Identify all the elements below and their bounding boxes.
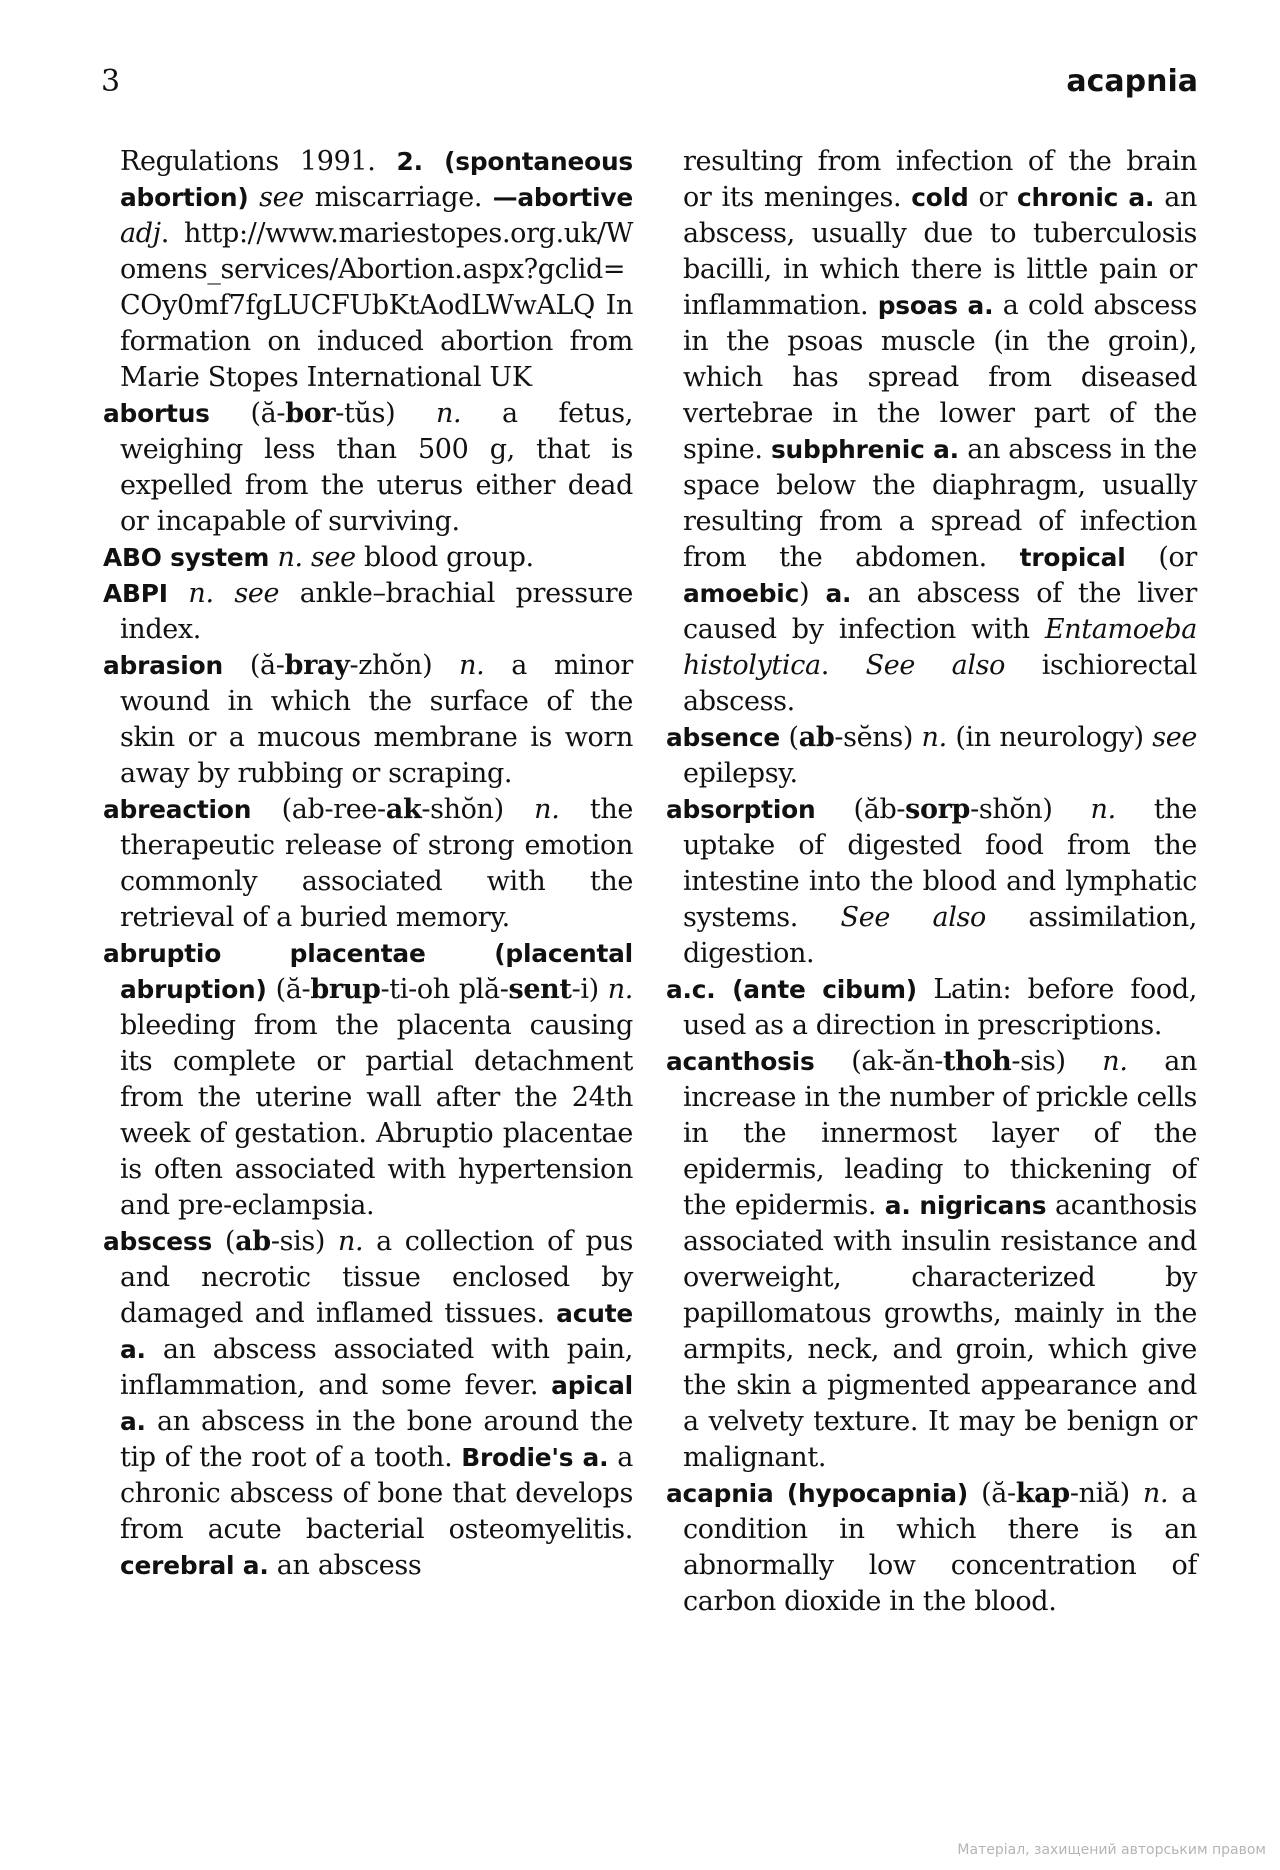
pronunciation: (ă-kap-niă) [968,1478,1143,1509]
entry-abortion-continued [103,144,633,396]
headword: absence [666,723,780,752]
entry-acanthosis [666,1044,1197,1476]
definition: a condition in which there is an abnormally low concentration of carbon dioxide in the blood. [683,1478,1198,1617]
headword: ABPI [103,579,168,608]
entry-abo-system [103,540,633,576]
definition: Latin: before food, used as a direction in prescriptions. [683,974,1197,1041]
headword: abruptio placentae (placental abruption) [103,939,633,1004]
subentry-term: cerebral a. [120,1551,269,1580]
left-column [103,144,633,1584]
definition: assimilation, digestion. [683,902,1197,969]
subentry-term: a. [825,579,852,608]
definition: bleeding from the placenta causing its complete or partial detachment from the uterine wall after the 24th week of gestation. Abruptio placentae is often associated with hypertension and pre-eclampsia. [120,1010,633,1221]
headword: acanthosis [666,1047,815,1076]
page-number: 3 [101,64,121,99]
pronunciation: (ab-ree-ak-shŏn) [251,794,535,825]
subentry-definition: a cold abscess in the psoas muscle (in the groin), which has spread from diseased vertebrae in the lower part of the spine. [683,290,1197,465]
headword: acapnia (hypocapnia) [666,1479,968,1508]
text: ) [799,578,826,609]
cross-ref-see-also: See also [865,650,1006,681]
copyright-watermark: Матеріал, захищений авторським правом [957,1842,1266,1858]
derived-term: —abortive [492,183,633,212]
pronunciation: (ă-bor-tŭs) [209,398,436,429]
cross-ref-see-also: See also [840,902,986,933]
pronunciation: (ak-ăn-thoh-sis) [814,1046,1103,1077]
subentry-term: subphrenic a. [770,435,959,464]
subentry-term: tropical [1019,543,1126,572]
definition: a collection of pus and necrotic tissue enclosed by damaged and inflamed tissues. [120,1226,633,1329]
entry-abreaction [103,792,633,936]
subentry-definition: an abscess [268,1550,422,1581]
subentry-definition: an abscess of the liver caused by infection with [683,578,1197,645]
entry-abpi [103,576,633,648]
headword: abreaction [103,795,252,824]
text: (or [1125,542,1197,573]
subentry-term: amoebic [683,579,800,608]
definition: an increase in the number of prickle cells in the innermost layer of the epidermis, leading to thickening of the epidermis. [683,1046,1197,1221]
entry-abscess-continued [666,144,1197,720]
cross-ref-see: see [1152,722,1197,753]
definition: a minor wound in which the surface of the skin or a mucous membrane is worn away by rubbing or scraping. [120,650,633,789]
definition: (in neurology) [946,722,1153,753]
definition: a fetus, weighing less than 500 g, that is expelled from the uterus either dead or incapable of surviving. [120,398,633,537]
headword: abortus [103,399,210,428]
definition: epilepsy. [683,758,798,789]
subentry-definition: a chronic abscess of bone that develops from acute bacterial osteomyelitis. [120,1442,633,1545]
text: Regulations 1991. [120,146,397,177]
definition: blood group. [355,542,534,573]
text: ischiorectal abscess. [683,650,1198,717]
running-head: acapnia [1066,64,1198,99]
part-of-speech: n. [1090,794,1116,825]
subentry-term: cold [911,183,969,212]
entry-abrasion [103,648,633,792]
entry-abortus [103,396,633,540]
part-of-speech: n. [1142,1478,1169,1509]
subentry-term: apical a. [120,1371,633,1436]
headword: ABO system [103,543,270,572]
cross-ref-see: see [259,182,304,213]
headword: absorption [666,795,816,824]
subentry-term: chronic a. [1017,183,1155,212]
headword: a.c. (ante cibum) [666,975,917,1004]
pronunciation: (ăb-sorp-shŏn) [815,794,1091,825]
text: or [968,182,1017,213]
part-of-speech: n. [1102,1046,1128,1077]
entry-ac [666,972,1197,1044]
entry-acapnia [666,1476,1197,1620]
pronunciation: (ă-brup-ti-oh plă-sent-i) [266,974,608,1005]
text: resulting from infection of the brain or its meninges. [683,146,1197,213]
definition: the therapeutic release of strong emotion commonly associated with the retrieval of a buried memory. [120,794,633,933]
subentry-definition: an abscess associated with pain, inflammation, and some fever. [120,1334,633,1401]
subentry-definition: acanthosis associated with insulin resistance and overweight, characterized by papillomatous growths, mainly in the armpits, neck, and groin, which give the skin a pigmented appearance and a velvety texture. It may be benign or malignant. [683,1190,1197,1473]
part-of-speech: n. [459,650,485,681]
part-of-speech: n. [435,398,462,429]
text: miscarriage. [303,182,493,213]
subentry-term: acute a. [120,1299,633,1364]
subentry-definition: an abscess, usually due to tuberculosis bacilli, in which there is little pain or inflammation. [683,182,1197,321]
subentry-definition: an abscess in the bone around the tip of the root of a tooth. [120,1406,633,1473]
entry-abruptio-placentae [103,936,633,1224]
cross-ref-see: see [310,542,356,573]
subentry-definition: an abscess in the space below the diaphragm, usually resulting from a spread of infection from the abdomen. [683,434,1198,573]
definition: the uptake of digested food from the intestine into the blood and lymphatic systems. [683,794,1198,933]
part-of-speech: n. [167,578,235,609]
text: . [820,650,866,681]
part-of-speech: n. [534,794,560,825]
pronunciation: (ab-sis) [212,1226,338,1257]
part-of-speech: n. [607,974,634,1005]
taxon-name: Entamoeba histolytica [683,614,1197,681]
part-of-speech: n. [921,722,947,753]
url-text: . http://www.mariestopes.org.uk/Womens_services/Abortion.aspx?gclid=COy0mf7fgLUCFUbKtAodLWwALQ Information on induced abortion from Marie Stopes International UK [120,218,633,393]
part-of-speech: n. [337,1226,364,1257]
pronunciation: (ab-sĕns) [779,722,922,753]
subentry-term: Brodie's a. [461,1443,609,1472]
definition: ankle–brachial pressure index. [120,578,633,645]
subentry-term: a. nigricans [884,1191,1047,1220]
cross-ref-see: see [234,578,280,609]
sense-2-term: 2. (spontaneous abortion) [120,147,633,212]
part-of-speech: n. [269,542,311,573]
right-column [666,144,1197,1620]
entry-absence [666,720,1197,792]
entry-absorption [666,792,1197,972]
pronunciation: (ă-bray-zhŏn) [222,650,460,681]
headword: abscess [103,1227,213,1256]
entry-abscess [103,1224,633,1584]
subentry-term: psoas a. [877,291,994,320]
headword: abrasion [103,651,223,680]
part-of-speech: adj [120,218,161,249]
